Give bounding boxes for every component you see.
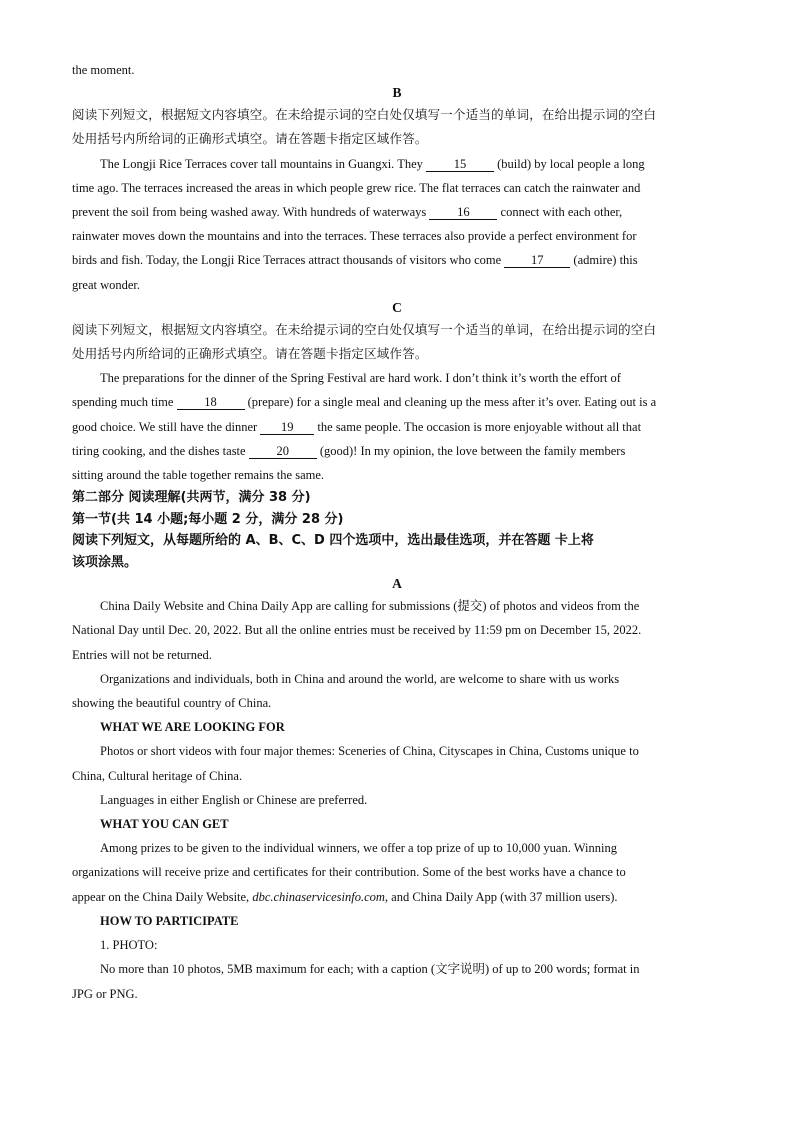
- text-line: great wonder.: [72, 277, 141, 292]
- text-line: China Daily Website and China Daily App are calling for submissions (提交) of photos and videos from the: [100, 599, 640, 614]
- text-segment: prevent the soil from being washed away. With hundreds of waterways: [72, 205, 430, 220]
- text-line: [72, 415, 722, 439]
- text-segment: The Longji Rice Terraces cover tall mountains in Guangxi. They: [100, 156, 427, 171]
- text-segment: spending much time: [72, 395, 177, 410]
- text-line: [72, 248, 722, 272]
- text-segment: connect with each other,: [497, 205, 623, 220]
- text-line: [72, 885, 722, 909]
- text-line: [72, 152, 722, 176]
- text-line: JPG or PNG.: [72, 986, 138, 1001]
- text-line: organizations will receive prize and certificates for their contribution. Some of the best works have a chance to: [72, 865, 626, 880]
- blank-19: 19: [260, 420, 314, 435]
- blank-20: 20: [249, 444, 317, 459]
- text-line: showing the beautiful country of China.: [72, 696, 272, 711]
- text-segment: birds and fish. Today, the Longji Rice Terraces attract thousands of visitors who come: [72, 253, 505, 268]
- text-line: [72, 439, 722, 463]
- text-line: Languages in either English or Chinese are preferred.: [100, 792, 368, 807]
- instructions-line: 阅读下列短文，根据短文内容填空。在未给提示词的空白处仅填写一个适当的单词，在给出提示词的空白: [72, 321, 657, 337]
- instructions-line: 阅读下列短文，从每题所给的 A、B、C、D 四个选项中，选出最佳选项，并在答题 卡上将: [72, 533, 594, 549]
- text-segment: (good)! In my opinion, the love between the family members: [316, 443, 626, 458]
- section-title: 第一节(共 14 小题;每小题 2 分，满分 28 分): [72, 511, 344, 527]
- blank-16: 16: [429, 205, 497, 220]
- blank-17: 17: [504, 253, 570, 268]
- text-segment: , and China Daily App (with 37 million users).: [384, 889, 618, 904]
- text-line: China, Cultural heritage of China.: [72, 768, 243, 783]
- instructions-line: 处用括号内所给词的正确形式填空。请在答题卡指定区域作答。: [72, 346, 428, 362]
- document-page: [72, 58, 722, 1006]
- text-segment: (prepare) for a single meal and cleaning up the mess after it’s over. Eating out is a: [244, 395, 657, 410]
- instructions-line: 阅读下列短文，根据短文内容填空。在未给提示词的空白处仅填写一个适当的单词，在给出提示词的空白: [72, 107, 657, 123]
- text-line: The preparations for the dinner of the Spring Festival are hard work. I don’t think it’s worth the effort of: [100, 371, 621, 386]
- text-segment: good choice. We still have the dinner: [72, 419, 261, 434]
- text-line: sitting around the table together remains the same.: [72, 468, 325, 483]
- text-line: Organizations and individuals, both in China and around the world, are welcome to share with us works: [100, 671, 620, 686]
- text-line: time ago. The terraces increased the areas in which people grew rice. The flat terraces can catch the rainwater and: [72, 180, 641, 195]
- text-line: the moment.: [72, 63, 135, 77]
- part-title: 第二部分 阅读理解(共两节，满分 38 分): [72, 490, 311, 506]
- text-line: [72, 390, 722, 414]
- section-heading-c: C: [392, 299, 402, 315]
- text-line: rainwater moves down the mountains and into the terraces. These terraces also provide a perfect environment for: [72, 229, 637, 244]
- text-segment: appear on the China Daily Website,: [72, 889, 253, 904]
- text-line: Among prizes to be given to the individual winners, we offer a top prize of up to 10,000 yuan. Winning: [100, 841, 617, 856]
- text-segment: tiring cooking, and the dishes taste: [72, 443, 249, 458]
- blank-18: 18: [177, 395, 245, 410]
- text-segment: (build) by local people a long: [494, 156, 645, 171]
- text-segment: (admire) this: [570, 253, 638, 268]
- subheading: HOW TO PARTICIPATE: [100, 913, 239, 928]
- passage-heading-a: A: [392, 576, 402, 592]
- subheading: WHAT WE ARE LOOKING FOR: [100, 720, 285, 735]
- text-line: Entries will not be returned.: [72, 647, 212, 662]
- section-heading-b: B: [392, 85, 402, 101]
- text-line: 1. PHOTO:: [100, 938, 158, 953]
- text-segment: the same people. The occasion is more enjoyable without all that: [314, 419, 642, 434]
- text-line: Photos or short videos with four major themes: Sceneries of China, Cityscapes in China, Customs unique to: [100, 744, 639, 759]
- text-line: National Day until Dec. 20, 2022. But all the online entries must be received by 11:59 pm on December 15, 2022.: [72, 623, 642, 638]
- subheading: WHAT YOU CAN GET: [100, 817, 229, 832]
- instructions-line: 该项涂黑。: [72, 554, 138, 570]
- instructions-line: 处用括号内所给词的正确形式填空。请在答题卡指定区域作答。: [72, 131, 428, 147]
- text-line: [72, 200, 722, 224]
- blank-15: 15: [426, 157, 494, 172]
- website-url: dbc.chinaservicesinfo.com: [252, 889, 385, 904]
- text-line: No more than 10 photos, 5MB maximum for each; with a caption (文字说明) of up to 200 words; format in: [100, 962, 640, 977]
